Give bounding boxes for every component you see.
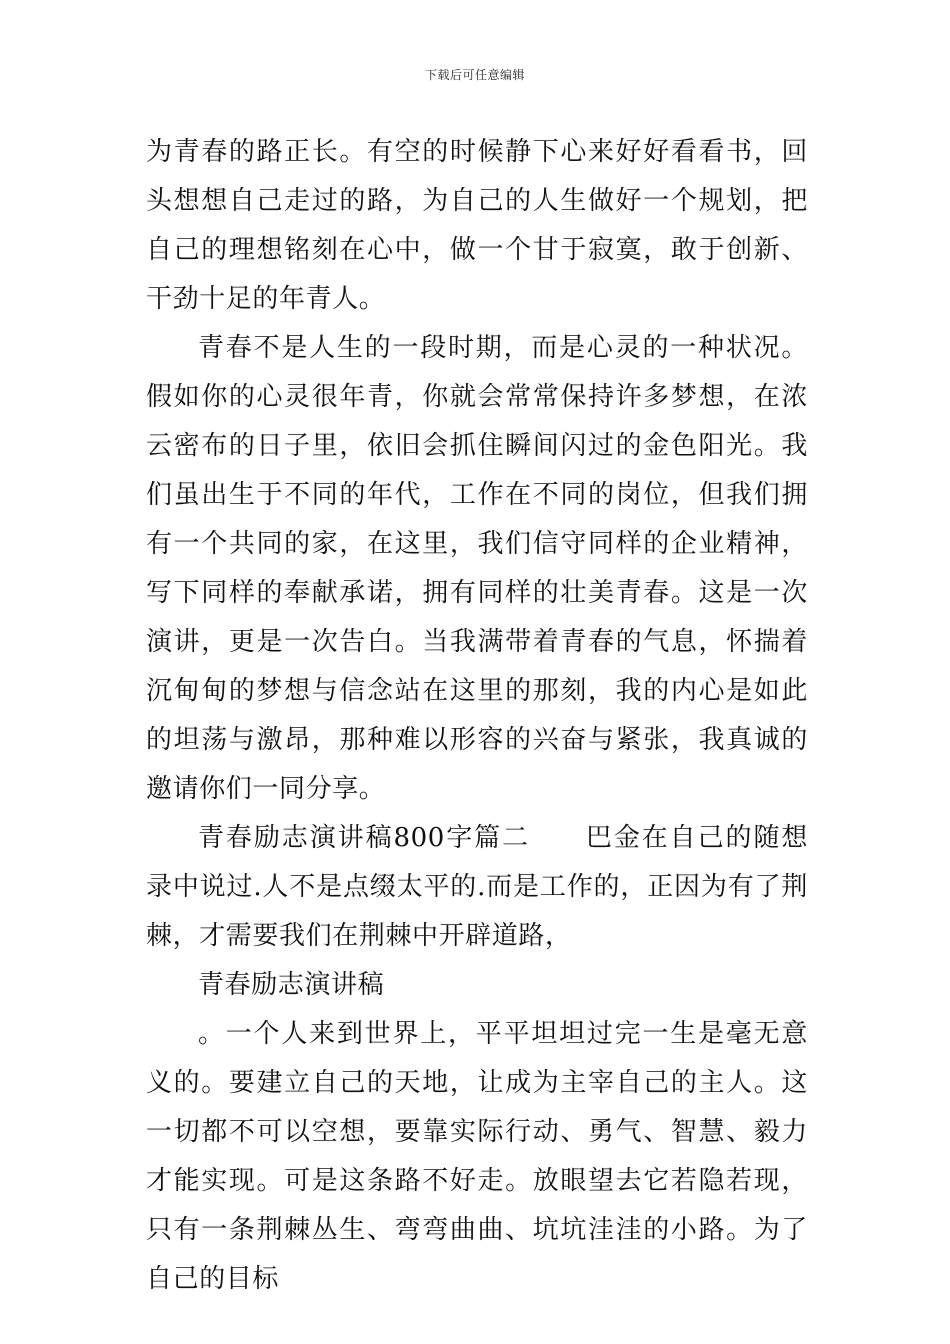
paragraph-3: 青春励志演讲稿800字篇二 巴金在自己的随想录中说过.人不是点缀太平的.而是工作的，正因为有了荆棘，才需要我们在荆棘中开辟道路，: [146, 823, 808, 951]
paragraph-2: 青春不是人生的一段时期，而是心灵的一种状况。假如你的心灵很年青，你就会常常保持许多梦想，在浓云密布的日子里，依旧会抓住瞬间闪过的金色阳光。我们虽出生于不同的年代，工作在不同的岗位，但我们拥有一个共同的家，在这里，我们信守同样的企业精神，写下同样的奉献承诺，拥有同样的壮美青春。这是一次演讲，更是一次告白。当我满带着青春的气息，怀揣着沉甸甸的梦想与信念站在这里的那刻，我的内心是如此的坦荡与激昂，那种难以形容的兴奋与紧张，我真诚的邀请你们一同分享。: [146, 333, 808, 804]
paragraph-4-heading: 青春励志演讲稿: [198, 970, 385, 1000]
paragraph-1: 为青春的路正长。有空的时候静下心来好好看看书，回头想想自己走过的路，为自己的人生做好一个规划，把自己的理想铭刻在心中，做一个甘于寂寞，敢于创新、干劲十足的年青人。: [146, 137, 808, 314]
page-header: 下载后可任意编辑: [424, 68, 525, 82]
paragraph-5: 。一个人来到世界上，平平坦坦过完一生是毫无意义的。要建立自己的天地，让成为主宰自己的主人。这一切都不可以空想，要靠实际行动、勇气、智慧、毅力才能实现。可是这条路不好走。放眼望去它若隐若现，只有一条荆棘丛生、弯弯曲曲、坑坑洼洼的小路。为了自己的目标: [146, 1019, 808, 1294]
document-body: [146, 128, 808, 1304]
